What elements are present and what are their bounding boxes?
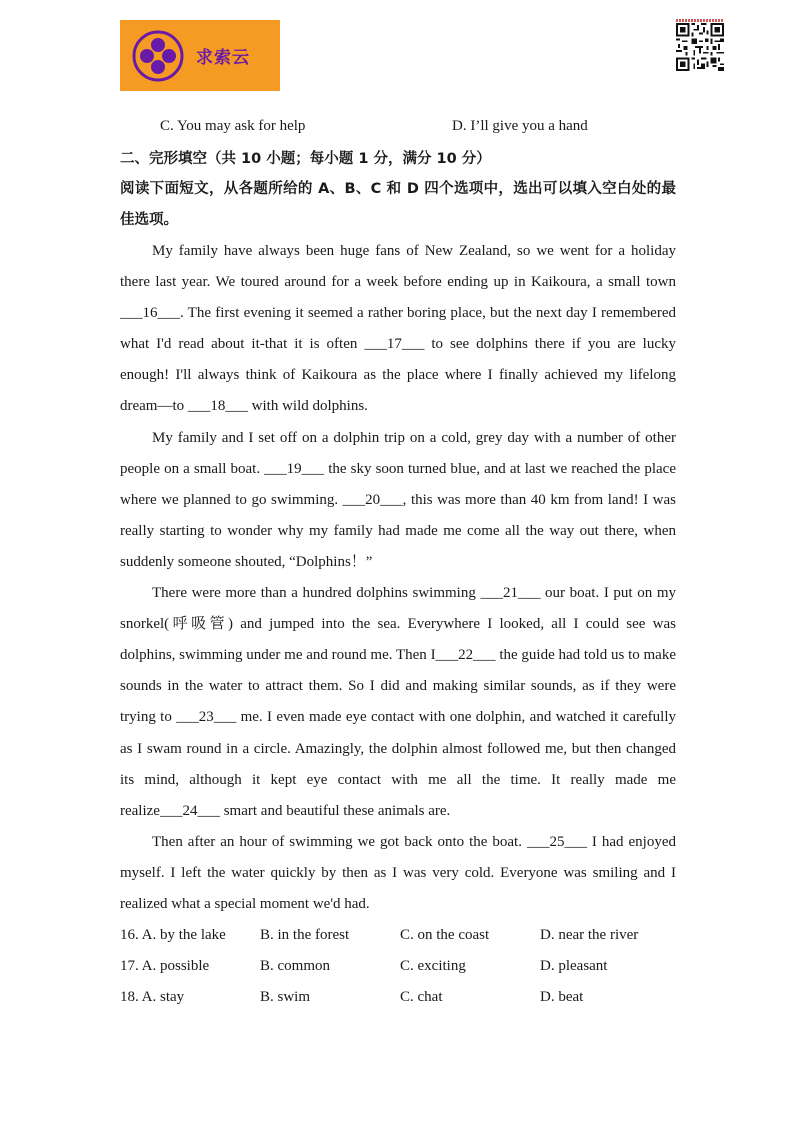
question-16-options: [120, 920, 676, 951]
option-c: C. You may ask for help: [160, 117, 306, 134]
logo: [120, 20, 280, 91]
option-c: C. on the coast: [400, 927, 490, 944]
section-title: 二、完形填空（共 10 小题；每小题 1 分，满分 10 分）: [120, 151, 491, 167]
qr-code-icon: [676, 22, 724, 72]
option-d: D. I’ll give you a hand: [452, 117, 588, 134]
passage-paragraph-2: My family and I set off on a dolphin trip on a cold, grey day with a number of other people on a small boat. ___19___ the sky soon turned blue, and at last we reached the place where we planned to go swimming. ___20___, this was more than 40 km from land! I was really starting to wonder why my family had made me come all the way out there, when suddenly someone shouted, “Dolphins！”: [120, 429, 676, 570]
question-17-options: [120, 951, 676, 982]
logo-text: 求索云: [196, 48, 250, 68]
option-b: B. common: [260, 958, 330, 975]
option-a: 16. A. by the lake: [120, 927, 226, 944]
option-c: C. exciting: [400, 958, 466, 975]
question-options: [120, 920, 676, 1013]
exam-content: [120, 112, 676, 1013]
section-instructions: 阅读下面短文，从各题所给的 A、B、C 和 D 四个选项中，选出可以填入空白处的最佳选项。: [120, 181, 676, 228]
option-c: C. chat: [400, 989, 443, 1006]
four-petal-flower-icon: [132, 30, 184, 82]
question-18-options: [120, 982, 676, 1013]
passage-paragraph-3: There were more than a hundred dolphins swimming ___21___ our boat. I put on my snorkel(呼吸管) and jumped into the sea. Everywhere I looked, all I could see was dolphins, swimming under me and round me. Then I___22___ the guide had told us to make sounds in the water to attract them. So I did and making similar sounds, as if they were trying to ___23___ me. I even made eye contact with one dolphin, and watched it carefully as I swam round in a circle. Amazingly, the dolphin almost followed me, but then changed its mind, although it kept eye contact with me all the time. It really made me realize___24___ smart and beautiful these animals are.: [120, 585, 676, 819]
option-d: D. near the river: [540, 927, 639, 944]
option-d: D. pleasant: [540, 958, 608, 975]
previous-options: [120, 112, 676, 140]
option-a: 18. A. stay: [120, 989, 185, 1006]
option-d: D. beat: [540, 989, 584, 1006]
option-b: B. in the forest: [260, 927, 350, 944]
option-b: B. swim: [260, 989, 311, 1006]
option-a: 17. A. possible: [120, 958, 210, 975]
passage-paragraph-1: My family have always been huge fans of New Zealand, so we went for a holiday there last year. We toured around for a week before ending up in Kaikoura, a small town ___16___. The first evening it seemed a rather boring place, but the next day I remembered what I'd read about it-that it is often ___17___ to see dolphins there if you are lucky enough! I'll always think of Kaikoura as the place where I finally achieved my lifelong dream—to ___18___ with wild dolphins.: [120, 243, 676, 415]
passage-paragraph-4: Then after an hour of swimming we got back onto the boat. ___25___ I had enjoyed myself. I left the water quickly by then as I was very cold. Everyone was smiling and I realized what a special moment we'd had.: [120, 833, 676, 912]
